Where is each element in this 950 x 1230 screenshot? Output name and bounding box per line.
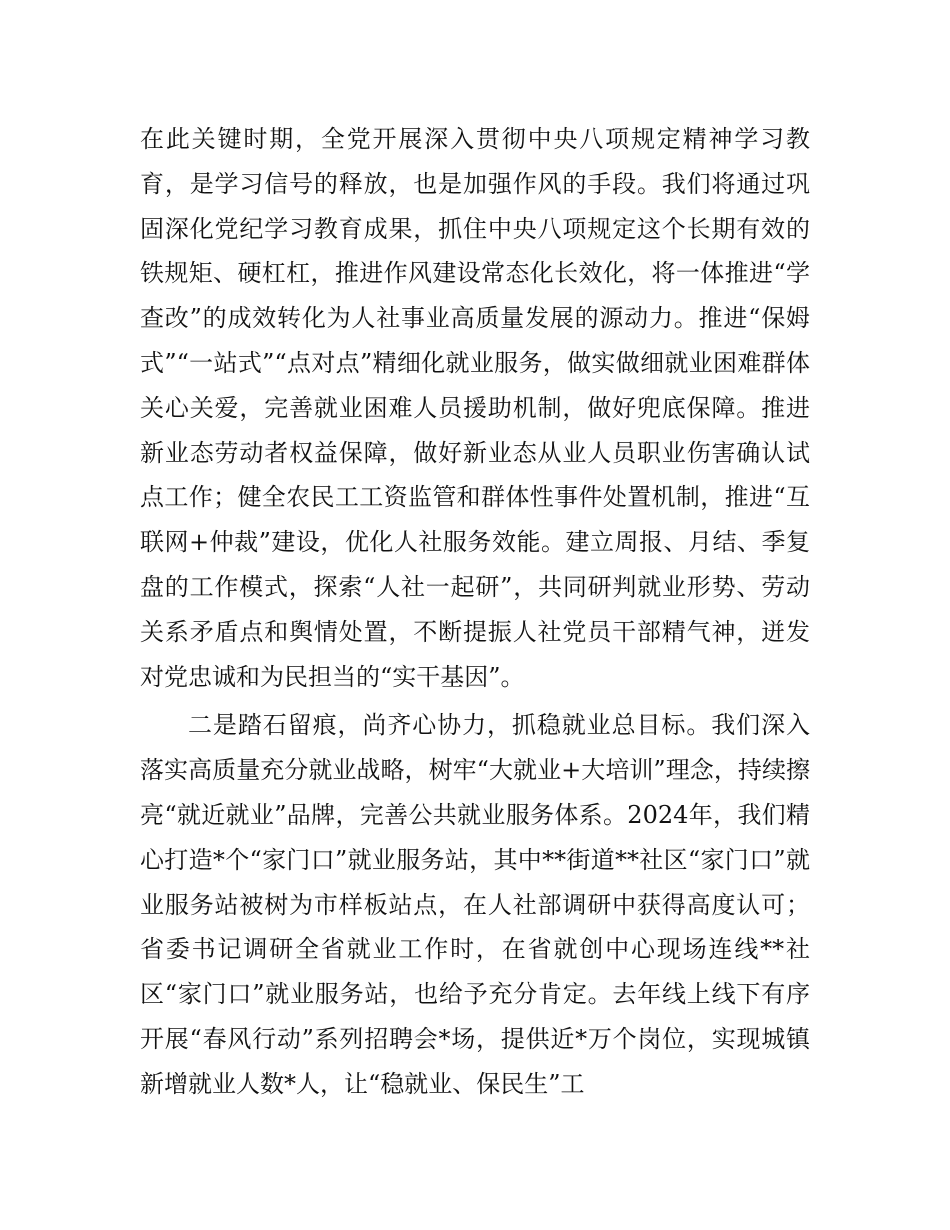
- document-body: [140, 117, 810, 1107]
- paragraph-1: 在此关键时期，全党开展深入贯彻中央八项规定精神学习教育，是学习信号的释放，也是加强作风的手段。我们将通过巩固深化党纪学习教育成果，抓住中央八项规定这个长期有效的铁规矩、硬杠杠，推进作风建设常态化长效化，将一体推进“学查改”的成效转化为人社事业高质量发展的源动力。推进“保姆式”“一站式”“点对点”精细化就业服务，做实做细就业困难群体关心关爱，完善就业困难人员援助机制，做好兜底保障。推进新业态劳动者权益保障，做好新业态从业人员职业伤害确认试点工作；健全农民工工资监管和群体性事件处置机制，推进“互联网+仲裁”建设，优化人社服务效能。建立周报、月结、季复盘的工作模式，探索“人社一起研”，共同研判就业形势、劳动关系矛盾点和舆情处置，不断提振人社党员干部精气神，迸发对党忠诚和为民担当的“实干基因”。: [140, 125, 810, 691]
- paragraph-2: 二是踏石留痕，尚齐心协力，抓稳就业总目标。我们深入落实高质量充分就业战略，树牢“大就业+大培训”理念，持续擦亮“就近就业”品牌，完善公共就业服务体系。2024年，我们精心打造*个“家门口”就业服务站，其中**街道**社区“家门口”就业服务站被树为市样板站点，在人社部调研中获得高度认可；省委书记调研全省就业工作时，在省就创中心现场连线**社区“家门口”就业服务站，也给予充分肯定。去年线上线下有序开展“春风行动”系列招聘会*场，提供近*万个岗位，实现城镇新增就业人数*人，让“稳就业、保民生”工: [140, 711, 810, 1098]
